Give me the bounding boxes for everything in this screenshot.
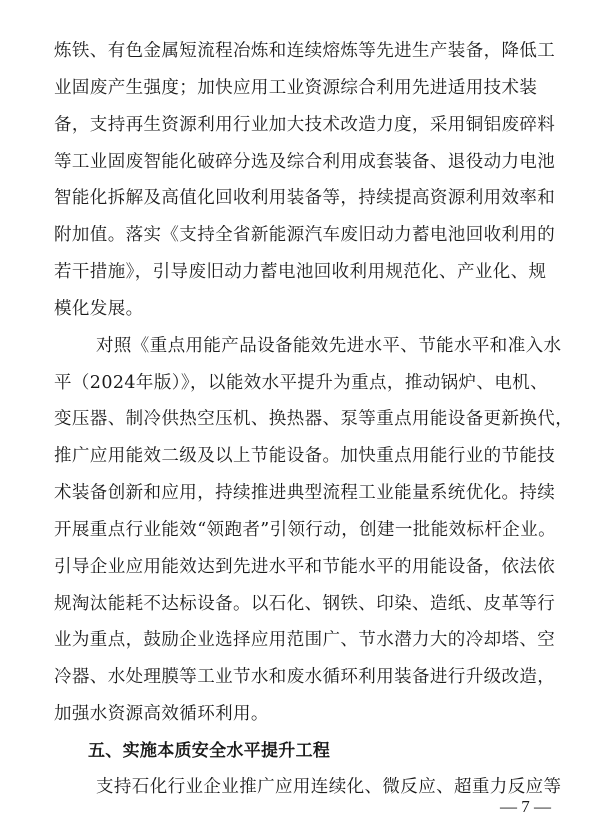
paragraph-line: 术装备创新和应用，持续推进典型流程工业能量系统优化。持续: [54, 483, 556, 503]
paragraph-line: 炼铁、有色金属短流程冶炼和连续熔炼等先进生产装备，降低工: [54, 41, 556, 61]
paragraph-line: 推广应用能效二级及以上节能设备。加快重点用能行业的节能技: [54, 446, 556, 466]
paragraph-line: 附加值。落实《支持全省新能源汽车废旧动力蓄电池回收利用的: [54, 225, 556, 245]
paragraph-line: 变压器、制冷供热空压机、换热器、泵等重点用能设备更新换代，: [54, 409, 574, 429]
paragraph-line: 业为重点，鼓励企业选择应用范围广、节水潜力大的冷却塔、空: [54, 630, 556, 650]
paragraph-line: 模化发展。: [54, 299, 144, 319]
paragraph-line: 等工业固废智能化破碎分选及综合利用成套装备、退役动力电池: [54, 152, 556, 172]
paragraph-line: 若干措施》，引导废旧动力蓄电池回收利用规范化、产业化、规: [54, 262, 547, 282]
paragraph-line: 智能化拆解及高值化回收利用装备等，持续提高资源利用效率和: [54, 188, 556, 208]
paragraph-line: 备，支持再生资源利用行业加大技术改造力度，采用铜铝废碎料: [54, 115, 556, 135]
paragraph-line: 引导企业应用能效达到先进水平和节能水平的用能设备，依法依: [54, 557, 556, 577]
paragraph-line: 规淘汰能耗不达标设备。以石化、钢铁、印染、造纸、皮革等行: [54, 594, 556, 614]
paragraph-line: 开展重点行业能效“领跑者”引领行动，创建一批能效标杆企业。: [54, 520, 556, 540]
section-heading: 五、实施本质安全水平提升工程: [88, 741, 331, 761]
paragraph-line: 支持石化行业企业推广应用连续化、微反应、超重力反应等: [96, 777, 562, 797]
paragraph-line: 平（2024年版）》，以能效水平提升为重点，推动锅炉、电机、: [54, 373, 549, 393]
paragraph-line: 业固废产生强度；加快应用工业资源综合利用先进适用技术装: [54, 78, 538, 98]
paragraph-line: 加强水资源高效循环利用。: [54, 704, 269, 724]
paragraph-line: 冷器、水处理膜等工业节水和废水循环利用装备进行升级改造，: [54, 667, 556, 687]
paragraph-line: 对照《重点用能产品设备能效先进水平、节能水平和准入水: [96, 336, 562, 356]
page-number: — 7 —: [500, 797, 551, 816]
